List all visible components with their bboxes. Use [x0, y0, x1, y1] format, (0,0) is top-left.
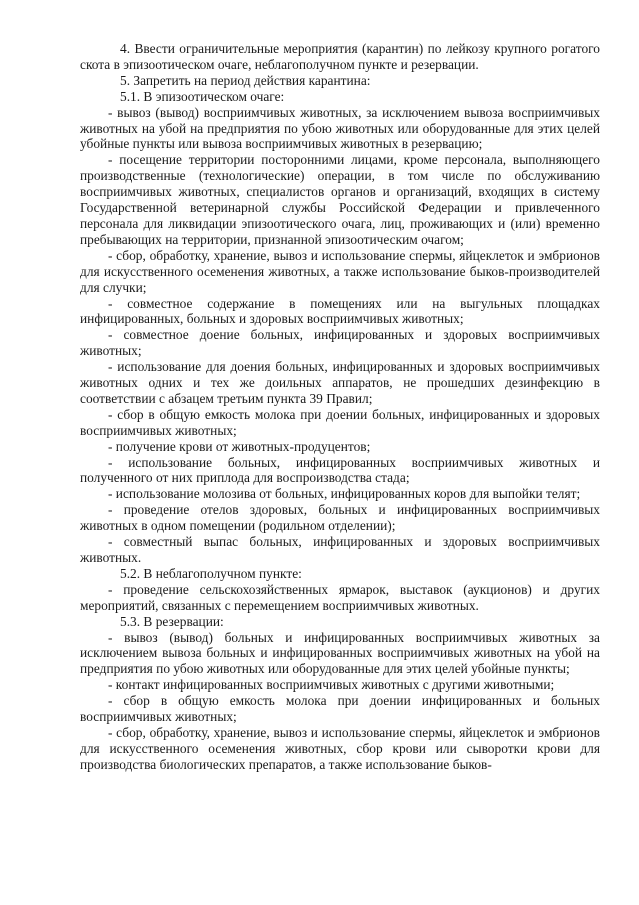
- list-item: - контакт инфицированных восприимчивых животных с другими животными;: [108, 677, 555, 693]
- paragraph-item-5: 5. Запретить на период действия карантина:: [120, 72, 371, 88]
- list-item: - сбор, обработку, хранение, вывоз и использование спермы, яйцеклеток и эмбрионов для искусственного осеменения животных, а также использование быков-производителей для случки;: [80, 247, 600, 295]
- list-item: - получение крови от животных-продуцентов;: [108, 438, 371, 454]
- list-item: - совместное доение больных, инфицированных и здоровых восприимчивых животных;: [80, 327, 600, 359]
- list-item: - проведение сельскохозяйственных ярмарок, выставок (аукционов) и других мероприятий, связанных с перемещением восприимчивых животных.: [80, 581, 600, 613]
- subsection-heading-5-1: 5.1. В эпизоотическом очаге:: [120, 88, 285, 104]
- list-item: - вывоз (вывод) больных и инфицированных восприимчивых животных за исключением вывоза больных и инфицированных восприимчивых животных на убой на предприятия по убою животных или оборудованные для этих целей убойные пункты;: [80, 629, 600, 677]
- list-item: - вывоз (вывод) восприимчивых животных, за исключением вывоза восприимчивых животных на убой на предприятия по убою животных или оборудованные для этих целей убойные пункты или вывоза восприимчивых животных в резервацию;: [80, 104, 600, 152]
- list-item: - совместный выпас больных, инфицированных и здоровых восприимчивых животных.: [80, 534, 600, 565]
- paragraph-item-4: 4. Ввести ограничительные мероприятия (карантин) по лейкозу крупного рогатого скота в эпизоотическом очаге, неблагополучном пункте и резервации.: [80, 41, 600, 72]
- list-item: - совместное содержание в помещениях или на выгульных площадках инфицированных, больных и здоровых восприимчивых животных;: [80, 295, 600, 327]
- list-item: - сбор в общую емкость молока при доении инфицированных и больных восприимчивых животных;: [80, 693, 600, 725]
- list-item: - сбор, обработку, хранение, вывоз и использование спермы, яйцеклеток и эмбрионов для искусственного осеменения животных, сбор крови или сыворотки крови для производства биологических препаратов, а также использование быков-: [80, 724, 600, 772]
- document-body: [80, 41, 600, 773]
- list-item: - использование для доения больных, инфицированных и здоровых восприимчивых животных одних и тех же доильных аппаратов, не прошедших дезинфекцию в соответствии с абзацем третьим пункта 39 Правил;: [80, 359, 600, 406]
- list-item: - использование больных, инфицированных восприимчивых животных и полученного от них приплода для воспроизводства стада;: [80, 454, 600, 486]
- list-item: - использование молозива от больных, инфицированных коров для выпойки телят;: [108, 486, 581, 502]
- subsection-heading-5-2: 5.2. В неблагополучном пункте:: [120, 565, 302, 581]
- list-item: - посещение территории посторонними лицами, кроме персонала, выполняющего производственные (технологические) операции, в том числе по обслуживанию восприимчивых животных, специалистов органов и организаций, входящих в систему Государственной ветеринарной службы Российской Федерации и привлеченного персонала для ликвидации эпизоотического очага, лиц, проживающих и (или) временно пребывающих на территории, признанной эпизоотическим очагом;: [80, 152, 600, 247]
- list-item: - проведение отелов здоровых, больных и инфицированных восприимчивых животных в одном помещении (родильном отделении);: [80, 502, 600, 534]
- subsection-heading-5-3: 5.3. В резервации:: [120, 613, 224, 629]
- list-item: - сбор в общую емкость молока при доении больных, инфицированных и здоровых восприимчивых животных;: [80, 406, 600, 438]
